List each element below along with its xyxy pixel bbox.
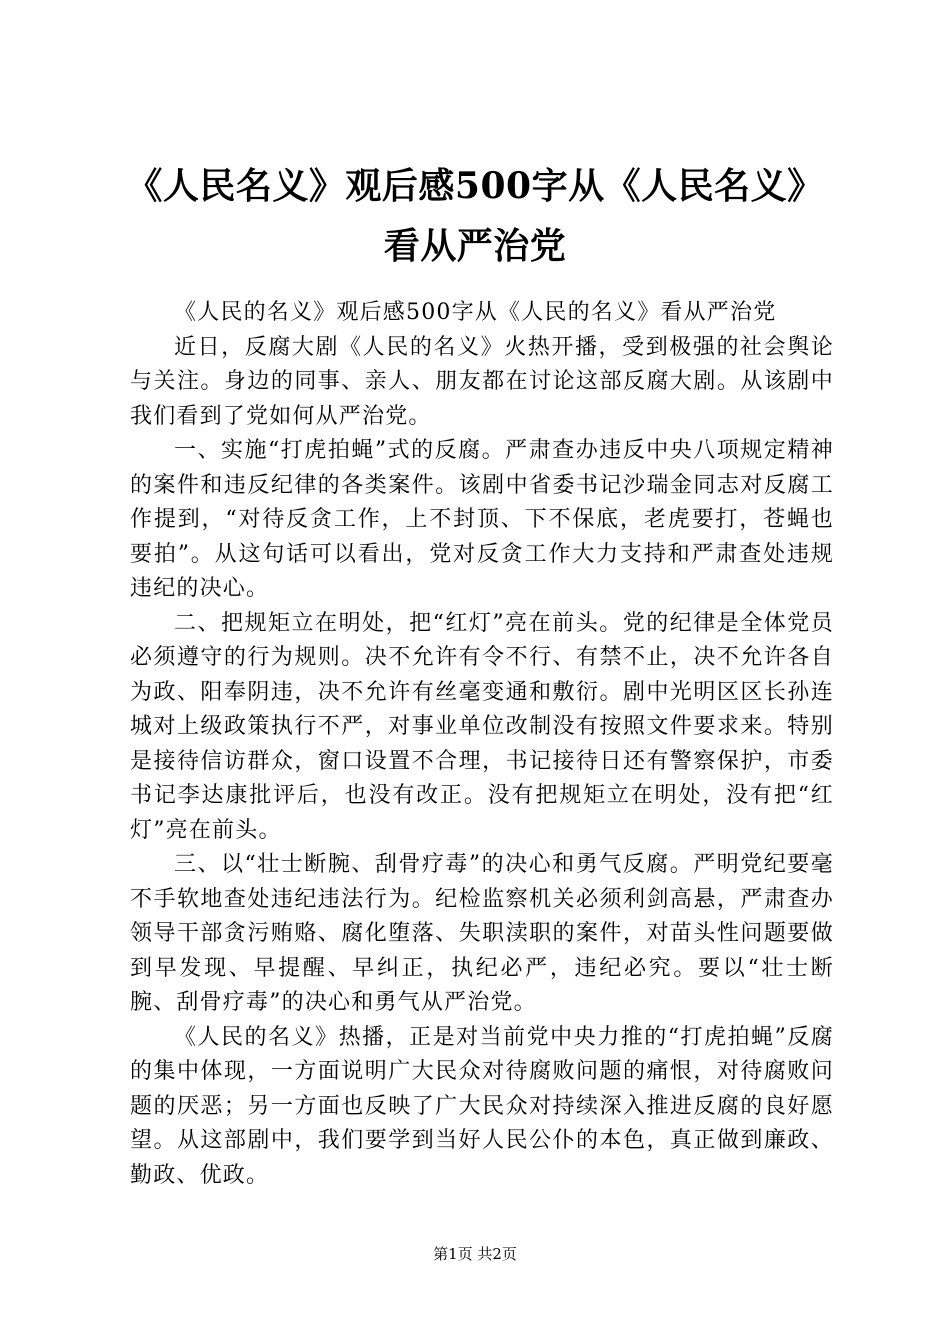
paragraph-point-one: 一、实施“打虎拍蝇”式的反腐。严肃查办违反中央八项规定精神的案件和违反纪律的各类案件。该剧中省委书记沙瑞金同志对反腐工作提到，“对待反贪工作，上不封顶、下不保底，老虎要打，苍蝇也要拍”。从这句话可以看出，党对反贪工作大力支持和严肃查处违规违纪的决心。 — [130, 438, 834, 601]
document-body — [130, 296, 834, 1193]
paragraph-conclusion: 《人民的名义》热播，正是对当前党中央力推的“打虎拍蝇”反腐的集中体现，一方面说明广大民众对待腐败问题的痛恨，对待腐败问题的厌恶；另一方面也反映了广大民众对持续深入推进反腐的良好愿望。从这部剧中，我们要学到当好人民公仆的本色，真正做到廉政、勤政、优政。 — [130, 1024, 834, 1188]
paragraph-point-two: 二、把规矩立在明处，把“红灯”亮在前头。党的纪律是全体党员必须遵守的行为规则。决不允许有令不行、有禁不止，决不允许各自为政、阳奉阴违，决不允许有丝毫变通和敷衍。剧中光明区区长孙连城对上级政策执行不严，对事业单位改制没有按照文件要求来。特别是接待信访群众，窗口设置不合理，书记接待日还有警察保护，市委书记李达康批评后，也没有改正。没有把规矩立在明处，没有把“红灯”亮在前头。 — [130, 610, 834, 843]
paragraph-subtitle: 《人民的名义》观后感500字从《人民的名义》看从严治党 — [174, 300, 777, 325]
document-title: 《人民名义》观后感500字从《人民名义》看从严治党 — [126, 165, 824, 267]
paragraph-intro: 近日，反腐大剧《人民的名义》火热开播，受到极强的社会舆论与关注。身边的同事、亲人、朋友都在讨论这部反腐大剧。从该剧中我们看到了党如何从严治党。 — [130, 334, 834, 429]
page-number-footer: 第1页 共2页 — [433, 1245, 517, 1263]
paragraph-point-three: 三、以“壮士断腕、刮骨疗毒”的决心和勇气反腐。严明党纪要毫不手软地查处违纪违法行为。纪检监察机关必须利剑高悬，严肃查办领导干部贪污贿赂、腐化堕落、失职渎职的案件，对苗头性问题要做到早发现、早提醒、早纠正，执纪必严，违纪必究。要以“壮士断腕、刮骨疗毒”的决心和勇气从严治党。 — [130, 852, 834, 1015]
